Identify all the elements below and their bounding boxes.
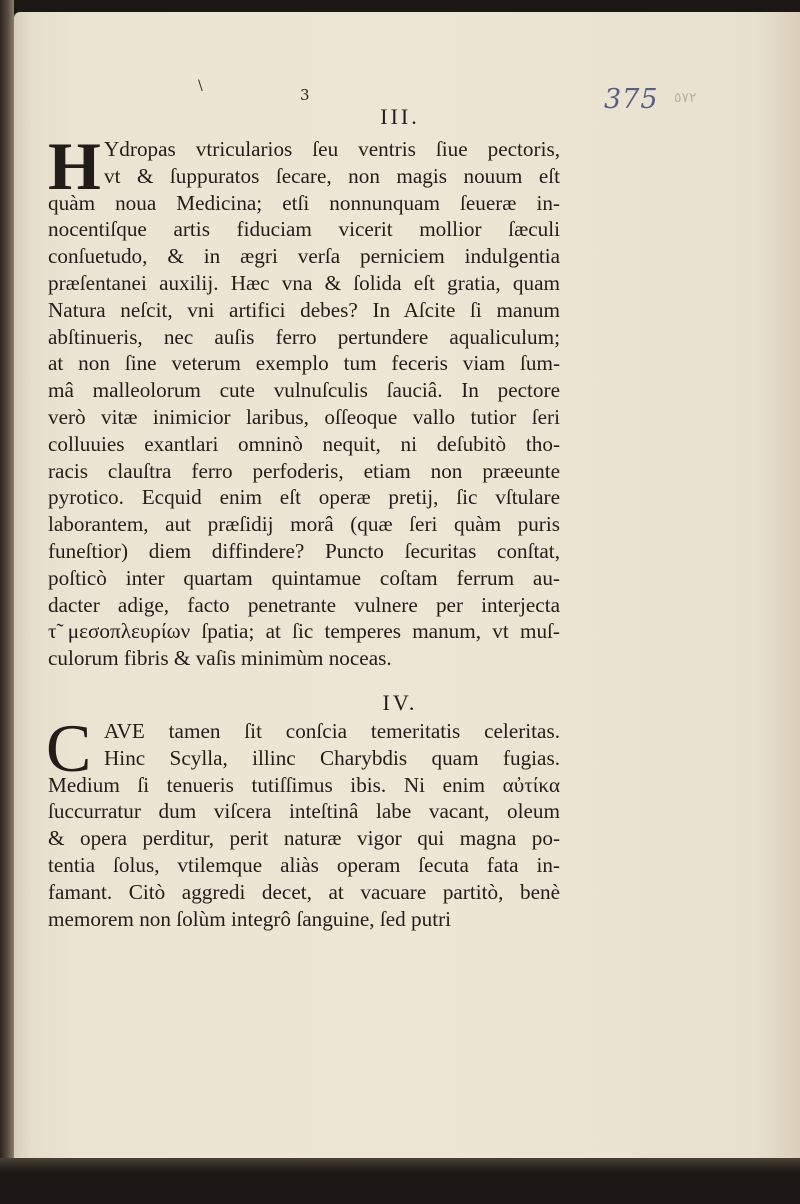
text-line: mâ malleolorum cute vulnuſculis ſauciâ. In pectore xyxy=(48,378,560,403)
text-line: Natura neſcit, vni artifici debes? In Aſcite ſi manum xyxy=(48,297,560,322)
text-line: memorem non ſolùm integrô ſanguine, ſed putri xyxy=(48,906,452,931)
text-line: τ̃ μεσοπλευρίων ſpatia; at ſic temperes manum, vt muſ- xyxy=(48,619,560,644)
text-line: præſentanei auxilij. Hæc vna & ſolida eſt gratia, quam xyxy=(48,270,560,295)
drop-cap-h: H xyxy=(48,128,101,204)
handwritten-page-number: 375 xyxy=(604,84,659,115)
text-line: verò vitæ inimicior laribus, oſſeoque vallo tutior ſeri xyxy=(48,404,560,429)
section-iv-text xyxy=(48,718,560,932)
section-heading-iii: III. xyxy=(380,104,420,129)
text-line: abſtinueris, nec auſis ferro pertundere aqualiculum; xyxy=(48,324,560,349)
text-line: tentia ſolus, vtilemque aliàs operam ſecuta fata in- xyxy=(48,852,560,877)
text-line: Ydropas vtricularios ſeu ventris ſiue pectoris, xyxy=(104,137,560,161)
text-line: racis clauſtra ferro perfoderis, etiam non præeunte xyxy=(48,458,560,483)
text-line: funeſtior) diem diffindere? Puncto ſecuritas conſtat, xyxy=(48,538,560,563)
text-line: Hinc Scylla, illinc Charybdis quam fugias. xyxy=(104,745,560,770)
text-line: vt & ſuppuratos ſecare, non magis nouum eſt xyxy=(104,163,560,188)
text-line: at non ſine veterum exemplo tum feceris viam ſum- xyxy=(48,351,560,376)
stray-ink-mark: \ xyxy=(198,78,203,94)
text-line: Medium ſi tenueris tutiſſimus ibis. Ni enim αὐτίκα xyxy=(48,772,560,797)
drop-cap-c: C xyxy=(46,710,92,786)
faint-handwritten-mark: ٥٧٢ xyxy=(674,90,697,106)
text-line: laborantem, aut præſidij morâ (quæ ſeri quàm puris xyxy=(48,512,560,537)
text-line: ſuccurratur dum viſcera inteſtinâ labe vacant, oleum xyxy=(48,799,560,824)
text-line: famant. Citò aggredi decet, at vacuare partitò, benè xyxy=(48,879,560,904)
text-line: nocentiſque artis fiduciam vicerit mollior ſæculi xyxy=(48,217,560,242)
text-line: colluuies exantlari omninò nequit, ni deſubitò tho- xyxy=(48,431,560,456)
text-line: dacter adige, facto penetrante vulnere per interjecta xyxy=(48,592,560,617)
text-line: pyrotico. Ecquid enim eſt operæ pretij, ſic vſtulare xyxy=(48,485,560,510)
section-heading-iv: IV. xyxy=(382,690,418,715)
bottom-shadow xyxy=(0,1158,800,1204)
section-iii-text xyxy=(48,136,560,672)
text-line: quàm noua Medicina; etſi nonnunquam ſeueræ in- xyxy=(48,190,560,215)
folio-number: 3 xyxy=(300,86,310,104)
text-line: culorum fibris & vaſis minimùm noceas. xyxy=(48,646,392,671)
book-gutter-edge xyxy=(0,0,14,1204)
text-line: & opera perditur, perit naturæ vigor qui magna po- xyxy=(48,826,560,851)
text-line: conſuetudo, & in ægri verſa perniciem indulgentia xyxy=(48,244,560,269)
text-line: AVE tamen ſit conſcia temeritatis celeritas. xyxy=(104,719,560,743)
text-line: poſticò inter quartam quintamue coſtam ferrum au- xyxy=(48,565,560,590)
